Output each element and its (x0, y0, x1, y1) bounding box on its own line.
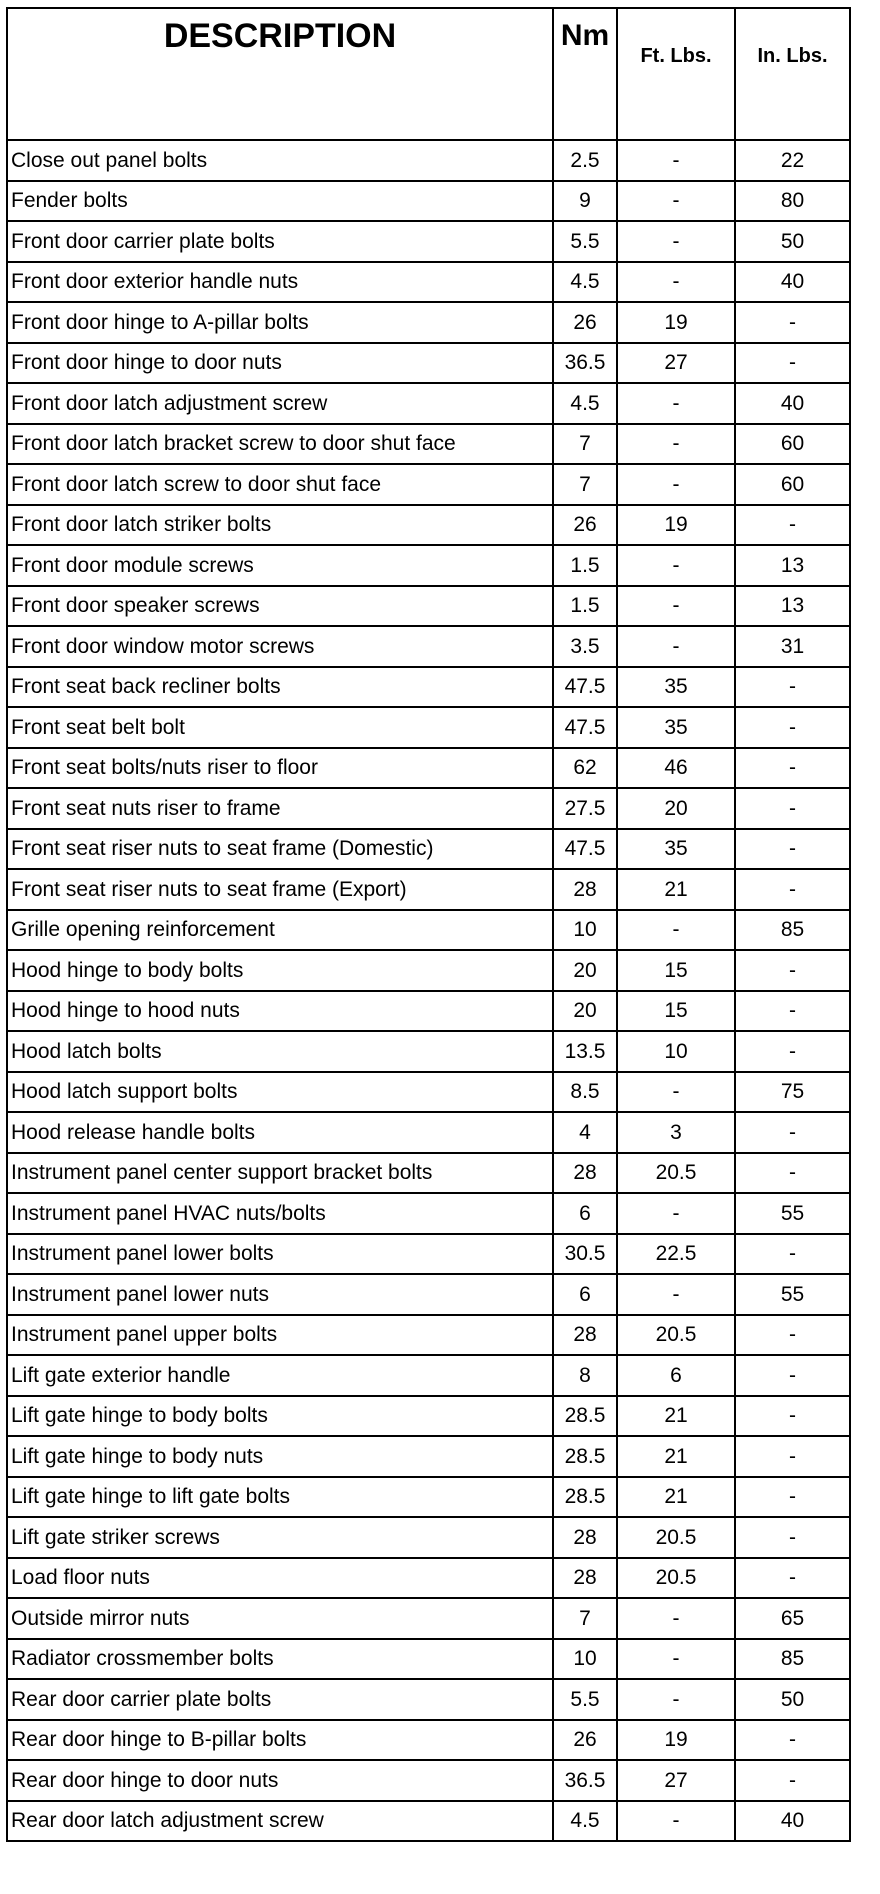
cell-ft-lbs: - (617, 626, 735, 667)
header-row (7, 8, 850, 140)
cell-nm: 4.5 (553, 262, 617, 303)
cell-description: Lift gate striker screws (7, 1517, 553, 1558)
table-row (7, 1760, 850, 1801)
table-row (7, 1193, 850, 1234)
cell-description: Front seat bolts/nuts riser to floor (7, 748, 553, 789)
cell-in-lbs: 40 (735, 383, 850, 424)
cell-description: Front door latch bracket screw to door shut face (7, 424, 553, 465)
torque-spec-table (6, 7, 851, 1842)
cell-description: Front seat riser nuts to seat frame (Domestic) (7, 829, 553, 870)
cell-ft-lbs: - (617, 140, 735, 181)
cell-description: Load floor nuts (7, 1558, 553, 1599)
cell-nm: 2.5 (553, 140, 617, 181)
cell-ft-lbs: 19 (617, 302, 735, 343)
table-row (7, 667, 850, 708)
cell-description: Lift gate exterior handle (7, 1355, 553, 1396)
cell-in-lbs: - (735, 1315, 850, 1356)
cell-description: Hood latch support bolts (7, 1072, 553, 1113)
cell-ft-lbs: - (617, 1801, 735, 1842)
cell-in-lbs: 75 (735, 1072, 850, 1113)
cell-ft-lbs: 6 (617, 1355, 735, 1396)
column-header-nm: Nm (553, 8, 617, 140)
table-row (7, 262, 850, 303)
cell-ft-lbs: 46 (617, 748, 735, 789)
table-row (7, 221, 850, 262)
table-row (7, 1598, 850, 1639)
cell-ft-lbs: 10 (617, 1031, 735, 1072)
cell-in-lbs: - (735, 505, 850, 546)
cell-in-lbs: 22 (735, 140, 850, 181)
cell-ft-lbs: - (617, 1274, 735, 1315)
table-row (7, 1396, 850, 1437)
cell-in-lbs: - (735, 1517, 850, 1558)
cell-nm: 4.5 (553, 383, 617, 424)
cell-nm: 7 (553, 424, 617, 465)
table-header (7, 8, 850, 140)
table-row (7, 1639, 850, 1680)
cell-description: Close out panel bolts (7, 140, 553, 181)
cell-in-lbs: - (735, 748, 850, 789)
cell-in-lbs: - (735, 1396, 850, 1437)
cell-nm: 1.5 (553, 586, 617, 627)
cell-description: Hood hinge to body bolts (7, 950, 553, 991)
table-row (7, 1234, 850, 1275)
table-row (7, 1031, 850, 1072)
cell-ft-lbs: 20.5 (617, 1153, 735, 1194)
cell-description: Lift gate hinge to body nuts (7, 1436, 553, 1477)
cell-nm: 26 (553, 1720, 617, 1761)
cell-in-lbs: - (735, 1477, 850, 1518)
cell-description: Instrument panel lower nuts (7, 1274, 553, 1315)
table-row (7, 181, 850, 222)
cell-description: Rear door carrier plate bolts (7, 1679, 553, 1720)
cell-ft-lbs: - (617, 545, 735, 586)
cell-ft-lbs: 20 (617, 788, 735, 829)
cell-ft-lbs: - (617, 181, 735, 222)
table-row (7, 1801, 850, 1842)
cell-nm: 5.5 (553, 1679, 617, 1720)
table-row (7, 424, 850, 465)
table-row (7, 1477, 850, 1518)
cell-nm: 20 (553, 950, 617, 991)
cell-ft-lbs: 21 (617, 1477, 735, 1518)
cell-in-lbs: - (735, 788, 850, 829)
table-row (7, 1153, 850, 1194)
cell-in-lbs: - (735, 1720, 850, 1761)
table-row (7, 869, 850, 910)
cell-nm: 6 (553, 1193, 617, 1234)
cell-nm: 8.5 (553, 1072, 617, 1113)
cell-nm: 8 (553, 1355, 617, 1396)
cell-ft-lbs: 27 (617, 343, 735, 384)
cell-ft-lbs: - (617, 1639, 735, 1680)
cell-nm: 3.5 (553, 626, 617, 667)
cell-in-lbs: 40 (735, 1801, 850, 1842)
cell-description: Rear door hinge to B-pillar bolts (7, 1720, 553, 1761)
cell-ft-lbs: 20.5 (617, 1315, 735, 1356)
table-row (7, 343, 850, 384)
cell-in-lbs: 31 (735, 626, 850, 667)
cell-in-lbs: - (735, 1355, 850, 1396)
cell-nm: 26 (553, 505, 617, 546)
cell-in-lbs: 50 (735, 1679, 850, 1720)
table-row (7, 910, 850, 951)
cell-nm: 47.5 (553, 829, 617, 870)
table-row (7, 788, 850, 829)
cell-nm: 13.5 (553, 1031, 617, 1072)
cell-ft-lbs: 19 (617, 1720, 735, 1761)
cell-description: Hood release handle bolts (7, 1112, 553, 1153)
cell-nm: 28 (553, 1517, 617, 1558)
cell-description: Front door carrier plate bolts (7, 221, 553, 262)
cell-in-lbs: - (735, 1112, 850, 1153)
cell-in-lbs: - (735, 1760, 850, 1801)
table-row (7, 1436, 850, 1477)
cell-description: Rear door hinge to door nuts (7, 1760, 553, 1801)
cell-ft-lbs: 3 (617, 1112, 735, 1153)
cell-nm: 36.5 (553, 1760, 617, 1801)
table-body (7, 140, 850, 1841)
cell-ft-lbs: - (617, 1072, 735, 1113)
cell-nm: 30.5 (553, 1234, 617, 1275)
table-row (7, 1558, 850, 1599)
cell-nm: 28 (553, 1315, 617, 1356)
table-row (7, 626, 850, 667)
table-row (7, 991, 850, 1032)
cell-ft-lbs: - (617, 586, 735, 627)
cell-in-lbs: - (735, 343, 850, 384)
cell-ft-lbs: 35 (617, 829, 735, 870)
cell-description: Radiator crossmember bolts (7, 1639, 553, 1680)
table-row (7, 505, 850, 546)
table-row (7, 545, 850, 586)
cell-in-lbs: 55 (735, 1193, 850, 1234)
cell-nm: 28.5 (553, 1396, 617, 1437)
cell-description: Front seat belt bolt (7, 707, 553, 748)
cell-nm: 26 (553, 302, 617, 343)
table-row (7, 302, 850, 343)
cell-ft-lbs: - (617, 1193, 735, 1234)
cell-description: Lift gate hinge to body bolts (7, 1396, 553, 1437)
cell-description: Lift gate hinge to lift gate bolts (7, 1477, 553, 1518)
cell-in-lbs: 80 (735, 181, 850, 222)
cell-ft-lbs: 22.5 (617, 1234, 735, 1275)
cell-ft-lbs: 20.5 (617, 1558, 735, 1599)
cell-nm: 4 (553, 1112, 617, 1153)
cell-ft-lbs: 21 (617, 1396, 735, 1437)
cell-description: Instrument panel lower bolts (7, 1234, 553, 1275)
cell-ft-lbs: 35 (617, 707, 735, 748)
cell-description: Hood hinge to hood nuts (7, 991, 553, 1032)
table-row (7, 464, 850, 505)
cell-description: Front seat back recliner bolts (7, 667, 553, 708)
cell-in-lbs: 55 (735, 1274, 850, 1315)
cell-nm: 28.5 (553, 1436, 617, 1477)
cell-in-lbs: - (735, 1153, 850, 1194)
table-row (7, 1679, 850, 1720)
cell-in-lbs: - (735, 1234, 850, 1275)
cell-ft-lbs: - (617, 464, 735, 505)
cell-nm: 7 (553, 464, 617, 505)
cell-ft-lbs: - (617, 383, 735, 424)
cell-in-lbs: 13 (735, 545, 850, 586)
cell-nm: 28.5 (553, 1477, 617, 1518)
cell-in-lbs: - (735, 667, 850, 708)
cell-nm: 9 (553, 181, 617, 222)
cell-in-lbs: 85 (735, 1639, 850, 1680)
cell-in-lbs: - (735, 829, 850, 870)
cell-nm: 10 (553, 910, 617, 951)
cell-description: Fender bolts (7, 181, 553, 222)
cell-nm: 6 (553, 1274, 617, 1315)
cell-nm: 28 (553, 1558, 617, 1599)
cell-in-lbs: - (735, 707, 850, 748)
cell-in-lbs: 50 (735, 221, 850, 262)
cell-nm: 10 (553, 1639, 617, 1680)
cell-description: Front door speaker screws (7, 586, 553, 627)
table-row (7, 950, 850, 991)
cell-nm: 36.5 (553, 343, 617, 384)
cell-description: Front door window motor screws (7, 626, 553, 667)
cell-description: Rear door latch adjustment screw (7, 1801, 553, 1842)
cell-nm: 4.5 (553, 1801, 617, 1842)
cell-ft-lbs: 27 (617, 1760, 735, 1801)
cell-ft-lbs: 21 (617, 1436, 735, 1477)
cell-nm: 47.5 (553, 667, 617, 708)
cell-description: Instrument panel center support bracket bolts (7, 1153, 553, 1194)
cell-nm: 5.5 (553, 221, 617, 262)
cell-nm: 47.5 (553, 707, 617, 748)
cell-ft-lbs: - (617, 262, 735, 303)
cell-description: Front door latch screw to door shut face (7, 464, 553, 505)
cell-in-lbs: - (735, 1558, 850, 1599)
cell-ft-lbs: - (617, 1679, 735, 1720)
cell-nm: 1.5 (553, 545, 617, 586)
cell-ft-lbs: 19 (617, 505, 735, 546)
table-row (7, 1072, 850, 1113)
cell-description: Outside mirror nuts (7, 1598, 553, 1639)
cell-ft-lbs: 21 (617, 869, 735, 910)
cell-in-lbs: 40 (735, 262, 850, 303)
column-header-in-lbs: In. Lbs. (735, 8, 850, 140)
column-header-ft-lbs: Ft. Lbs. (617, 8, 735, 140)
table-row (7, 586, 850, 627)
cell-description: Hood latch bolts (7, 1031, 553, 1072)
cell-in-lbs: - (735, 302, 850, 343)
cell-description: Front seat nuts riser to frame (7, 788, 553, 829)
cell-in-lbs: 13 (735, 586, 850, 627)
cell-nm: 27.5 (553, 788, 617, 829)
cell-ft-lbs: - (617, 424, 735, 465)
cell-description: Grille opening reinforcement (7, 910, 553, 951)
cell-description: Front door latch striker bolts (7, 505, 553, 546)
cell-description: Front door hinge to door nuts (7, 343, 553, 384)
cell-ft-lbs: - (617, 221, 735, 262)
cell-nm: 28 (553, 869, 617, 910)
cell-in-lbs: - (735, 869, 850, 910)
cell-description: Front seat riser nuts to seat frame (Export) (7, 869, 553, 910)
cell-description: Front door module screws (7, 545, 553, 586)
cell-in-lbs: 85 (735, 910, 850, 951)
cell-ft-lbs: - (617, 1598, 735, 1639)
cell-description: Instrument panel HVAC nuts/bolts (7, 1193, 553, 1234)
cell-ft-lbs: - (617, 910, 735, 951)
cell-in-lbs: - (735, 1436, 850, 1477)
table-row (7, 1274, 850, 1315)
table-row (7, 748, 850, 789)
cell-description: Front door latch adjustment screw (7, 383, 553, 424)
table-row (7, 829, 850, 870)
cell-in-lbs: 60 (735, 424, 850, 465)
table-row (7, 1112, 850, 1153)
cell-in-lbs: 60 (735, 464, 850, 505)
cell-ft-lbs: 20.5 (617, 1517, 735, 1558)
table-row (7, 1315, 850, 1356)
cell-in-lbs: - (735, 950, 850, 991)
cell-ft-lbs: 15 (617, 991, 735, 1032)
table-row (7, 140, 850, 181)
table-row (7, 383, 850, 424)
cell-ft-lbs: 35 (617, 667, 735, 708)
cell-in-lbs: - (735, 991, 850, 1032)
cell-in-lbs: - (735, 1031, 850, 1072)
cell-nm: 28 (553, 1153, 617, 1194)
table-row (7, 707, 850, 748)
column-header-description: DESCRIPTION (7, 8, 553, 140)
table-row (7, 1517, 850, 1558)
cell-nm: 62 (553, 748, 617, 789)
cell-description: Instrument panel upper bolts (7, 1315, 553, 1356)
cell-nm: 7 (553, 1598, 617, 1639)
cell-description: Front door exterior handle nuts (7, 262, 553, 303)
cell-ft-lbs: 15 (617, 950, 735, 991)
cell-in-lbs: 65 (735, 1598, 850, 1639)
cell-nm: 20 (553, 991, 617, 1032)
table-row (7, 1720, 850, 1761)
table-row (7, 1355, 850, 1396)
cell-description: Front door hinge to A-pillar bolts (7, 302, 553, 343)
